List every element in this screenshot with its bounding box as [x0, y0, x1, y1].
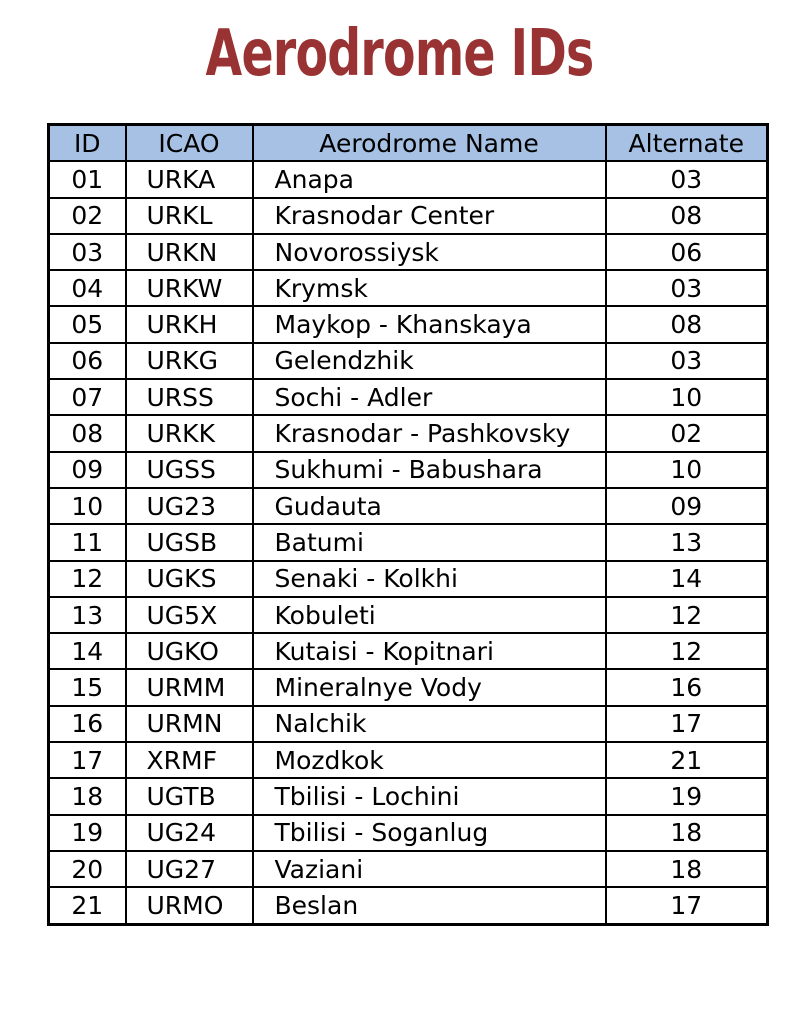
row-id: 13: [49, 597, 126, 633]
row-id: 21: [49, 887, 126, 924]
row-icao: UG5X: [126, 597, 253, 633]
row-aerodrome-name: Vaziani: [253, 851, 606, 887]
table-row: [49, 343, 768, 379]
row-icao: UGTB: [126, 778, 253, 814]
row-alternate: 02: [606, 415, 768, 451]
row-icao: URKA: [126, 161, 253, 197]
row-alternate: 08: [606, 198, 768, 234]
row-aerodrome-name: Tbilisi - Lochini: [253, 778, 606, 814]
row-icao: URMO: [126, 887, 253, 924]
row-id: 16: [49, 706, 126, 742]
table-row: [49, 706, 768, 742]
row-icao: URKL: [126, 198, 253, 234]
header-alternate: Alternate: [606, 125, 768, 162]
row-alternate: 16: [606, 669, 768, 705]
row-icao: URMM: [126, 669, 253, 705]
row-alternate: 13: [606, 524, 768, 560]
row-alternate: 06: [606, 234, 768, 270]
row-id: 10: [49, 488, 126, 524]
row-aerodrome-name: Nalchik: [253, 706, 606, 742]
table-row: [49, 633, 768, 669]
table-row: [49, 379, 768, 415]
table-row: [49, 815, 768, 851]
row-id: 08: [49, 415, 126, 451]
row-alternate: 21: [606, 742, 768, 778]
table-row: [49, 306, 768, 342]
row-icao: URMN: [126, 706, 253, 742]
row-alternate: 09: [606, 488, 768, 524]
table-row: [49, 234, 768, 270]
table-row: [49, 488, 768, 524]
table-row: [49, 161, 768, 197]
table-row: [49, 524, 768, 560]
row-id: 01: [49, 161, 126, 197]
row-icao: UG23: [126, 488, 253, 524]
row-icao: UG27: [126, 851, 253, 887]
row-alternate: 12: [606, 633, 768, 669]
row-id: 04: [49, 270, 126, 306]
row-id: 18: [49, 778, 126, 814]
row-aerodrome-name: Mozdkok: [253, 742, 606, 778]
row-id: 19: [49, 815, 126, 851]
row-icao: URKG: [126, 343, 253, 379]
row-icao: UGKO: [126, 633, 253, 669]
row-aerodrome-name: Krasnodar - Pashkovsky: [253, 415, 606, 451]
row-aerodrome-name: Sochi - Adler: [253, 379, 606, 415]
row-aerodrome-name: Maykop - Khanskaya: [253, 306, 606, 342]
row-aerodrome-name: Kobuleti: [253, 597, 606, 633]
table-row: [49, 669, 768, 705]
row-id: 07: [49, 379, 126, 415]
row-icao: UGKS: [126, 561, 253, 597]
row-icao: URSS: [126, 379, 253, 415]
row-icao: URKH: [126, 306, 253, 342]
table-row: [49, 452, 768, 488]
row-alternate: 03: [606, 343, 768, 379]
table-row: [49, 270, 768, 306]
table-row: [49, 851, 768, 887]
row-icao: URKK: [126, 415, 253, 451]
row-id: 15: [49, 669, 126, 705]
table-row: [49, 742, 768, 778]
row-aerodrome-name: Krymsk: [253, 270, 606, 306]
table-row: [49, 561, 768, 597]
row-icao: URKN: [126, 234, 253, 270]
row-id: 12: [49, 561, 126, 597]
row-id: 14: [49, 633, 126, 669]
row-aerodrome-name: Senaki - Kolkhi: [253, 561, 606, 597]
row-aerodrome-name: Tbilisi - Soganlug: [253, 815, 606, 851]
header-icao: ICAO: [126, 125, 253, 162]
row-icao: XRMF: [126, 742, 253, 778]
row-id: 02: [49, 198, 126, 234]
row-id: 20: [49, 851, 126, 887]
row-alternate: 18: [606, 815, 768, 851]
table-row: [49, 778, 768, 814]
row-id: 11: [49, 524, 126, 560]
row-id: 03: [49, 234, 126, 270]
row-aerodrome-name: Batumi: [253, 524, 606, 560]
row-alternate: 17: [606, 706, 768, 742]
row-icao: URKW: [126, 270, 253, 306]
table-body: [49, 161, 768, 924]
row-alternate: 03: [606, 161, 768, 197]
aerodrome-table: [47, 123, 769, 926]
row-alternate: 03: [606, 270, 768, 306]
row-id: 17: [49, 742, 126, 778]
row-alternate: 19: [606, 778, 768, 814]
table-row: [49, 887, 768, 924]
row-aerodrome-name: Gelendzhik: [253, 343, 606, 379]
row-aerodrome-name: Gudauta: [253, 488, 606, 524]
row-aerodrome-name: Kutaisi - Kopitnari: [253, 633, 606, 669]
row-aerodrome-name: Mineralnye Vody: [253, 669, 606, 705]
row-alternate: 12: [606, 597, 768, 633]
row-aerodrome-name: Sukhumi - Babushara: [253, 452, 606, 488]
row-icao: UGSS: [126, 452, 253, 488]
row-aerodrome-name: Anapa: [253, 161, 606, 197]
row-aerodrome-name: Krasnodar Center: [253, 198, 606, 234]
header-id: ID: [49, 125, 126, 162]
row-icao: UGSB: [126, 524, 253, 560]
row-alternate: 14: [606, 561, 768, 597]
row-aerodrome-name: Novorossiysk: [253, 234, 606, 270]
row-aerodrome-name: Beslan: [253, 887, 606, 924]
row-id: 09: [49, 452, 126, 488]
row-icao: UG24: [126, 815, 253, 851]
row-alternate: 08: [606, 306, 768, 342]
page-title: Aerodrome IDs: [205, 17, 594, 91]
row-id: 05: [49, 306, 126, 342]
table-row: [49, 415, 768, 451]
row-alternate: 10: [606, 379, 768, 415]
row-alternate: 18: [606, 851, 768, 887]
row-alternate: 17: [606, 887, 768, 924]
header-aerodrome-name: Aerodrome Name: [253, 125, 606, 162]
table-row: [49, 597, 768, 633]
table-row: [49, 198, 768, 234]
table-header-row: [49, 125, 768, 162]
row-alternate: 10: [606, 452, 768, 488]
row-id: 06: [49, 343, 126, 379]
